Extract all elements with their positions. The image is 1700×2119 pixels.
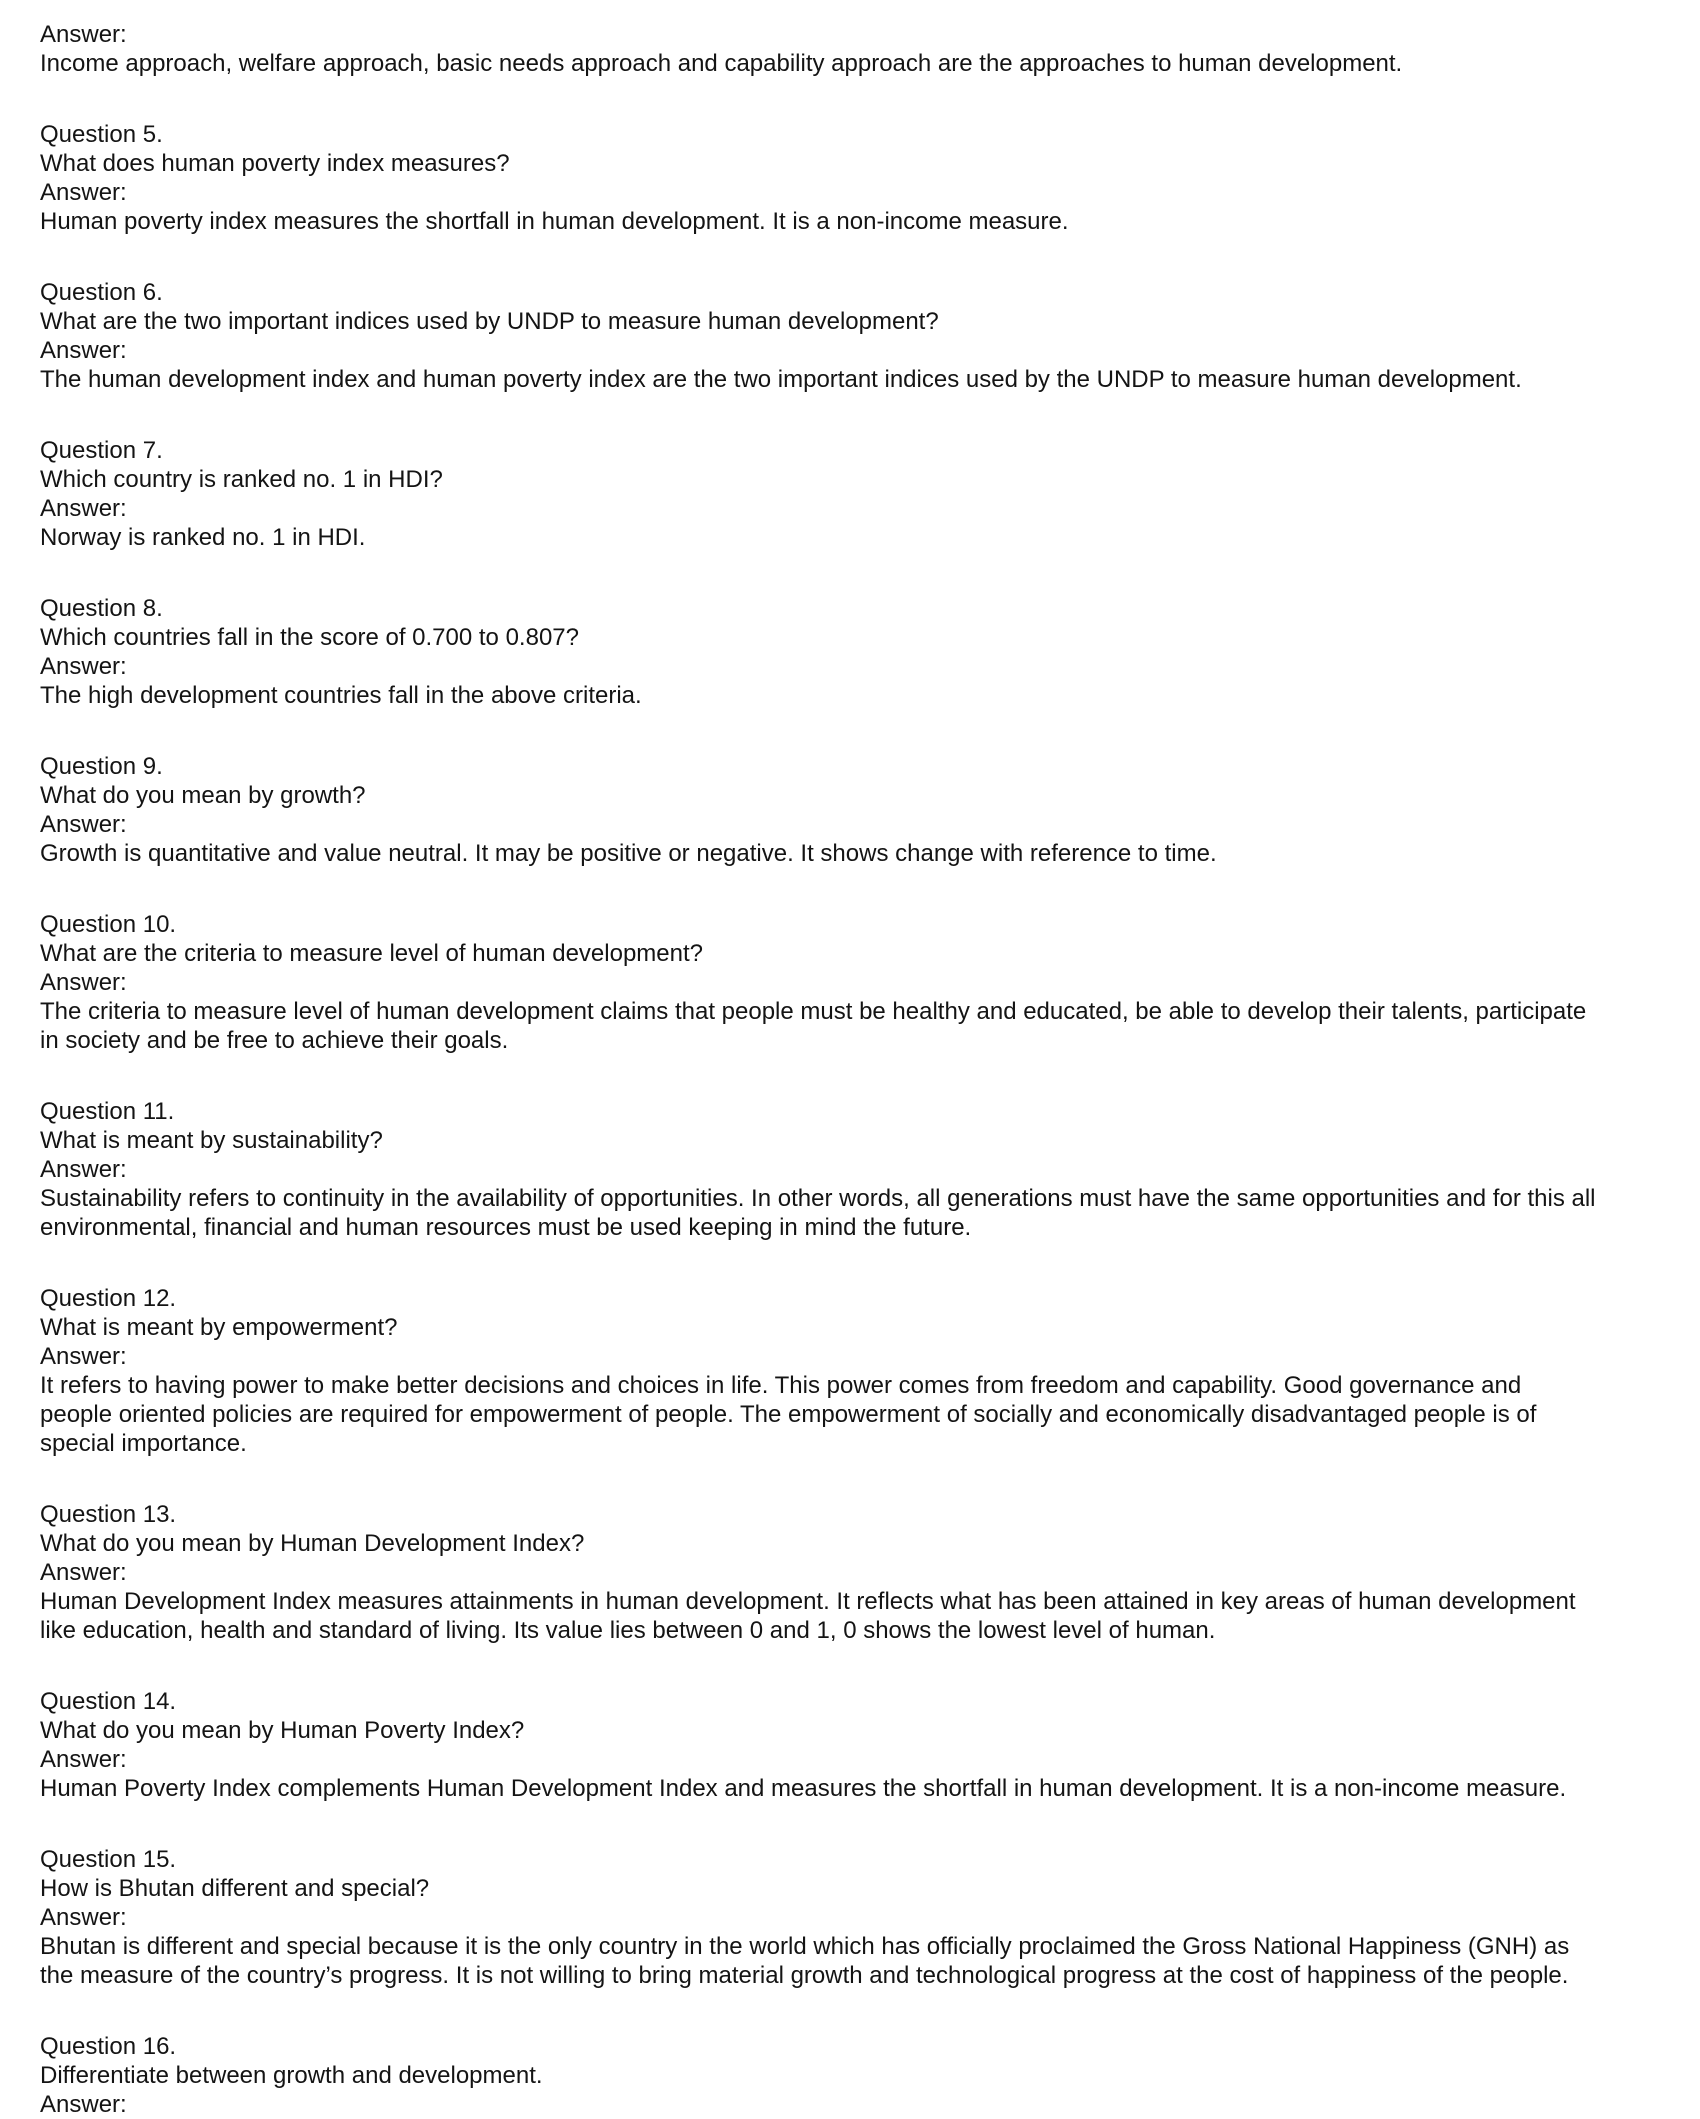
answer-label: Answer: — [40, 2091, 127, 2118]
answer-label: Answer: — [40, 653, 127, 680]
answer-text-line: Bhutan is different and special because it is the only country in the world which has officially proclaimed the Gross National Happiness (GNH) as — [40, 1933, 1570, 1960]
answer-label: Answer: — [40, 1559, 127, 1586]
question-block — [40, 1284, 1680, 1458]
answer-text-line: like education, health and standard of living. Its value lies between 0 and 1, 0 shows the lowest level of human. — [40, 1617, 1216, 1644]
question-block — [40, 1097, 1680, 1242]
question-block — [40, 1845, 1680, 1990]
question-block — [40, 910, 1680, 1055]
question-number: Question 11. — [40, 1098, 175, 1125]
question-number: Question 5. — [40, 121, 163, 148]
question-block — [40, 278, 1680, 394]
question-text: What are the criteria to measure level of human development? — [40, 940, 704, 967]
question-number: Question 9. — [40, 753, 163, 780]
answer-text-line: special importance. — [40, 1430, 247, 1457]
question-text: Differentiate between growth and development. — [40, 2062, 543, 2089]
question-block — [40, 436, 1680, 552]
question-number: Question 13. — [40, 1501, 177, 1528]
answer-text-line: Norway is ranked no. 1 in HDI. — [40, 524, 366, 551]
question-text: What do you mean by growth? — [40, 782, 366, 809]
answer-text-line: people oriented policies are required for empowerment of people. The empowerment of socially and economically disadvantaged people is of — [40, 1401, 1537, 1428]
question-block — [40, 594, 1680, 710]
answer-text-line: Growth is quantitative and value neutral. It may be positive or negative. It shows change with reference to time. — [40, 840, 1217, 867]
document-page — [40, 20, 1680, 2119]
answer-label: Answer: — [40, 495, 127, 522]
answer-text-line: environmental, financial and human resources must be used keeping in mind the future. — [40, 1214, 972, 1241]
answer-label: Answer: — [40, 1156, 127, 1183]
question-text: What does human poverty index measures? — [40, 150, 510, 177]
answer-label: Answer: — [40, 337, 127, 364]
question-text: What is meant by sustainability? — [40, 1127, 383, 1154]
answer-label: Answer: — [40, 21, 127, 48]
question-number: Question 7. — [40, 437, 163, 464]
answer-text-line: The high development countries fall in the above criteria. — [40, 682, 642, 709]
question-block — [40, 1687, 1680, 1803]
answer-text-line: It refers to having power to make better decisions and choices in life. This power comes from freedom and capability. Good governance and — [40, 1372, 1522, 1399]
answer-text-line: in society and be free to achieve their goals. — [40, 1027, 509, 1054]
question-list — [40, 120, 1680, 2119]
answer-text: Income approach, welfare approach, basic needs approach and capability approach are the approaches to human development. — [40, 50, 1403, 77]
question-number: Question 12. — [40, 1285, 177, 1312]
question-block — [40, 120, 1680, 236]
answer-label: Answer: — [40, 811, 127, 838]
answer-label: Answer: — [40, 1343, 127, 1370]
answer-label: Answer: — [40, 1904, 127, 1931]
question-text: How is Bhutan different and special? — [40, 1875, 430, 1902]
question-number: Question 15. — [40, 1846, 177, 1873]
question-text: What do you mean by Human Development Index? — [40, 1530, 585, 1557]
question-number: Question 10. — [40, 911, 177, 938]
answer-text-line: Human Development Index measures attainments in human development. It reflects what has been attained in key areas of human development — [40, 1588, 1576, 1615]
answer-label: Answer: — [40, 179, 127, 206]
answer-text-line: Human poverty index measures the shortfall in human development. It is a non-income measure. — [40, 208, 1069, 235]
answer-text-line: the measure of the country’s progress. It is not willing to bring material growth and technological progress at the cost of happiness of the people. — [40, 1962, 1569, 1989]
answer-text-line: Sustainability refers to continuity in the availability of opportunities. In other words, all generations must have the same opportunities and for this all — [40, 1185, 1596, 1212]
question-text: What is meant by empowerment? — [40, 1314, 398, 1341]
question-text: What are the two important indices used by UNDP to measure human development? — [40, 308, 939, 335]
intro-answer-block — [40, 20, 1680, 78]
question-text: Which countries fall in the score of 0.700 to 0.807? — [40, 624, 579, 651]
answer-label: Answer: — [40, 969, 127, 996]
answer-label: Answer: — [40, 1746, 127, 1773]
answer-text-line: Human Poverty Index complements Human Development Index and measures the shortfall in human development. It is a non-income measure. — [40, 1775, 1567, 1802]
question-number: Question 6. — [40, 279, 163, 306]
question-number: Question 14. — [40, 1688, 177, 1715]
answer-text-line: The human development index and human poverty index are the two important indices used by the UNDP to measure human development. — [40, 366, 1522, 393]
question-text: Which country is ranked no. 1 in HDI? — [40, 466, 443, 493]
question-number: Question 8. — [40, 595, 163, 622]
question-block — [40, 752, 1680, 868]
question-block — [40, 2032, 1680, 2119]
answer-text-line: The criteria to measure level of human development claims that people must be healthy and educated, be able to develop their talents, participate — [40, 998, 1587, 1025]
question-block — [40, 1500, 1680, 1645]
question-number: Question 16. — [40, 2033, 177, 2060]
question-text: What do you mean by Human Poverty Index? — [40, 1717, 525, 1744]
